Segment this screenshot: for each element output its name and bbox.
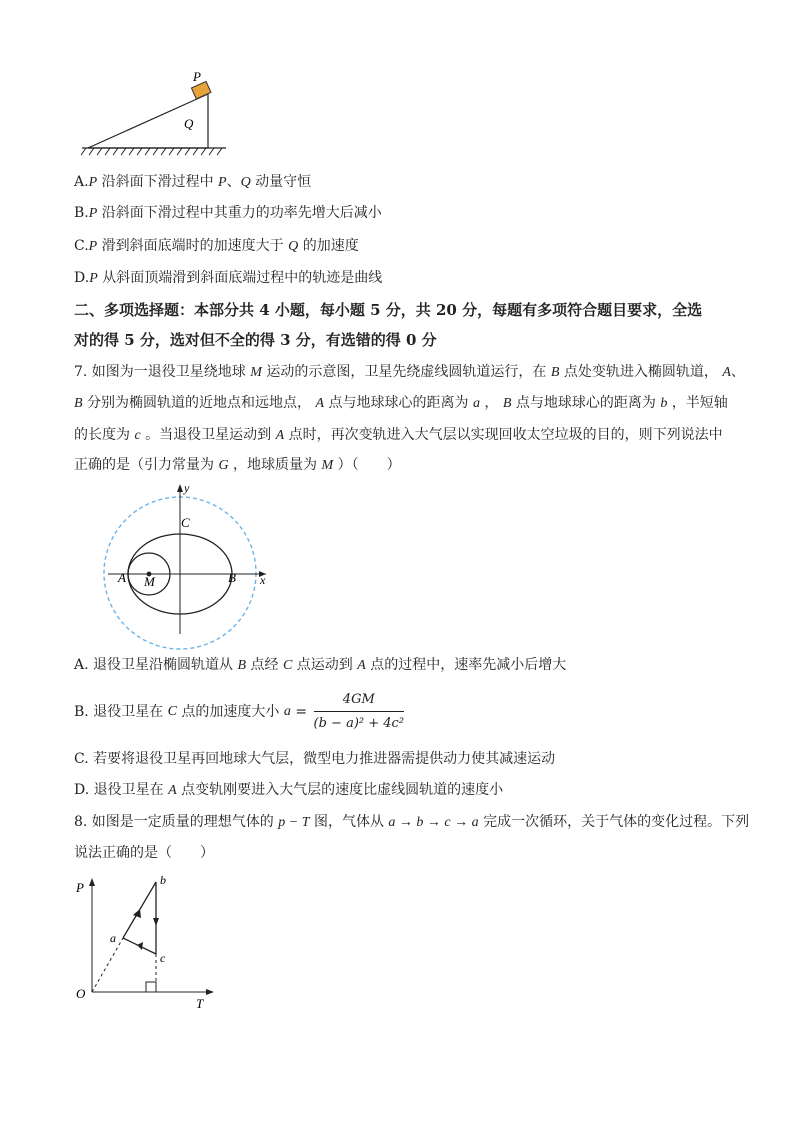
point-m-label: M [144, 574, 155, 589]
point-a-label: A [118, 570, 126, 585]
acceleration-fraction: $\frac{4GM}{\text{(b − a)² + 4c²}}$ [313, 692, 405, 731]
point-c-label: C [181, 515, 190, 530]
q7-option-d: D. 退役卫星在 A 点变轨刚要进入大气层的速度比虚线圆轨道的速度小 [74, 782, 504, 798]
q7-option-c: C. 若要将退役卫星再回地球大气层，微型电力推进器需提供动力使其减速运动 [74, 751, 556, 767]
orbit-figure [70, 478, 290, 650]
label-q: Q [184, 116, 194, 131]
origin-o-label: O [76, 986, 86, 1001]
state-a-label: a [110, 931, 116, 945]
state-b-label: b [160, 873, 166, 887]
q7-option-a: A. 退役卫星沿椭圆轨道从 B 点经 C 点运动到 A 点的过程中，速率先减小后增大 [74, 657, 567, 673]
q6-option-b: B.P 沿斜面下滑过程中其重力的功率先增大后减小 [74, 205, 382, 221]
q7-option-b: B. 退役卫星在 C 点的加速度大小 a = $\frac{4GM}{\text{(b − a)² + 4c²}}$ [74, 690, 404, 734]
axis-x-label: x [260, 573, 266, 587]
incline-figure [76, 66, 236, 162]
point-b-label: B [228, 570, 236, 585]
pt-diagram-figure [70, 870, 220, 1010]
q6-option-c: C.P 滑到斜面底端时的加速度大于 Q 的加速度 [74, 238, 359, 254]
q8-stem-line2: 说法正确的是（ ） [74, 845, 214, 861]
section-heading-line1: 二、多项选择题：本部分共 4 小题，每小题 5 分，共 20 分，每题有多项符合题目要求，全选 [74, 301, 703, 319]
q7-stem-line1: 7. 如图为一退役卫星绕地球 M 运动的示意图，卫星先绕虚线圆轨道运行，在 B 点处变轨进入椭圆轨道， A、 [74, 364, 745, 380]
q7-stem-line3: 的长度为 c 。当退役卫星运动到 A 点时，再次变轨进入大气层以实现回收太空垃圾的目的，则下列说法中 [74, 427, 723, 443]
q6-option-a: A.P 沿斜面下滑过程中 P、Q 动量守恒 [74, 174, 312, 190]
state-c-label: c [160, 951, 166, 965]
q7-stem-line2: B 分别为椭圆轨道的近地点和远地点， A 点与地球球心的距离为 a ， B 点与地球球心的距离为 b ，半短轴 [74, 395, 728, 411]
q7-stem-line4: 正确的是（引力常量为 G ，地球质量为 M ）（ ） [74, 457, 401, 473]
label-p: P [193, 69, 201, 84]
q6-option-d: D.P 从斜面顶端滑到斜面底端过程中的轨迹是曲线 [74, 270, 383, 286]
q8-stem-line1: 8. 如图是一定质量的理想气体的 p − T 图，气体从 a → b → c → a 完成一次循环，关于气体的变化过程。下列 [74, 814, 750, 830]
axis-y-label: y [184, 481, 190, 495]
axis-p-label: P [76, 880, 84, 895]
axis-t-label: T [196, 996, 204, 1010]
section-heading-line2: 对的得 5 分，选对但不全的得 3 分，有选错的得 0 分 [74, 331, 437, 349]
